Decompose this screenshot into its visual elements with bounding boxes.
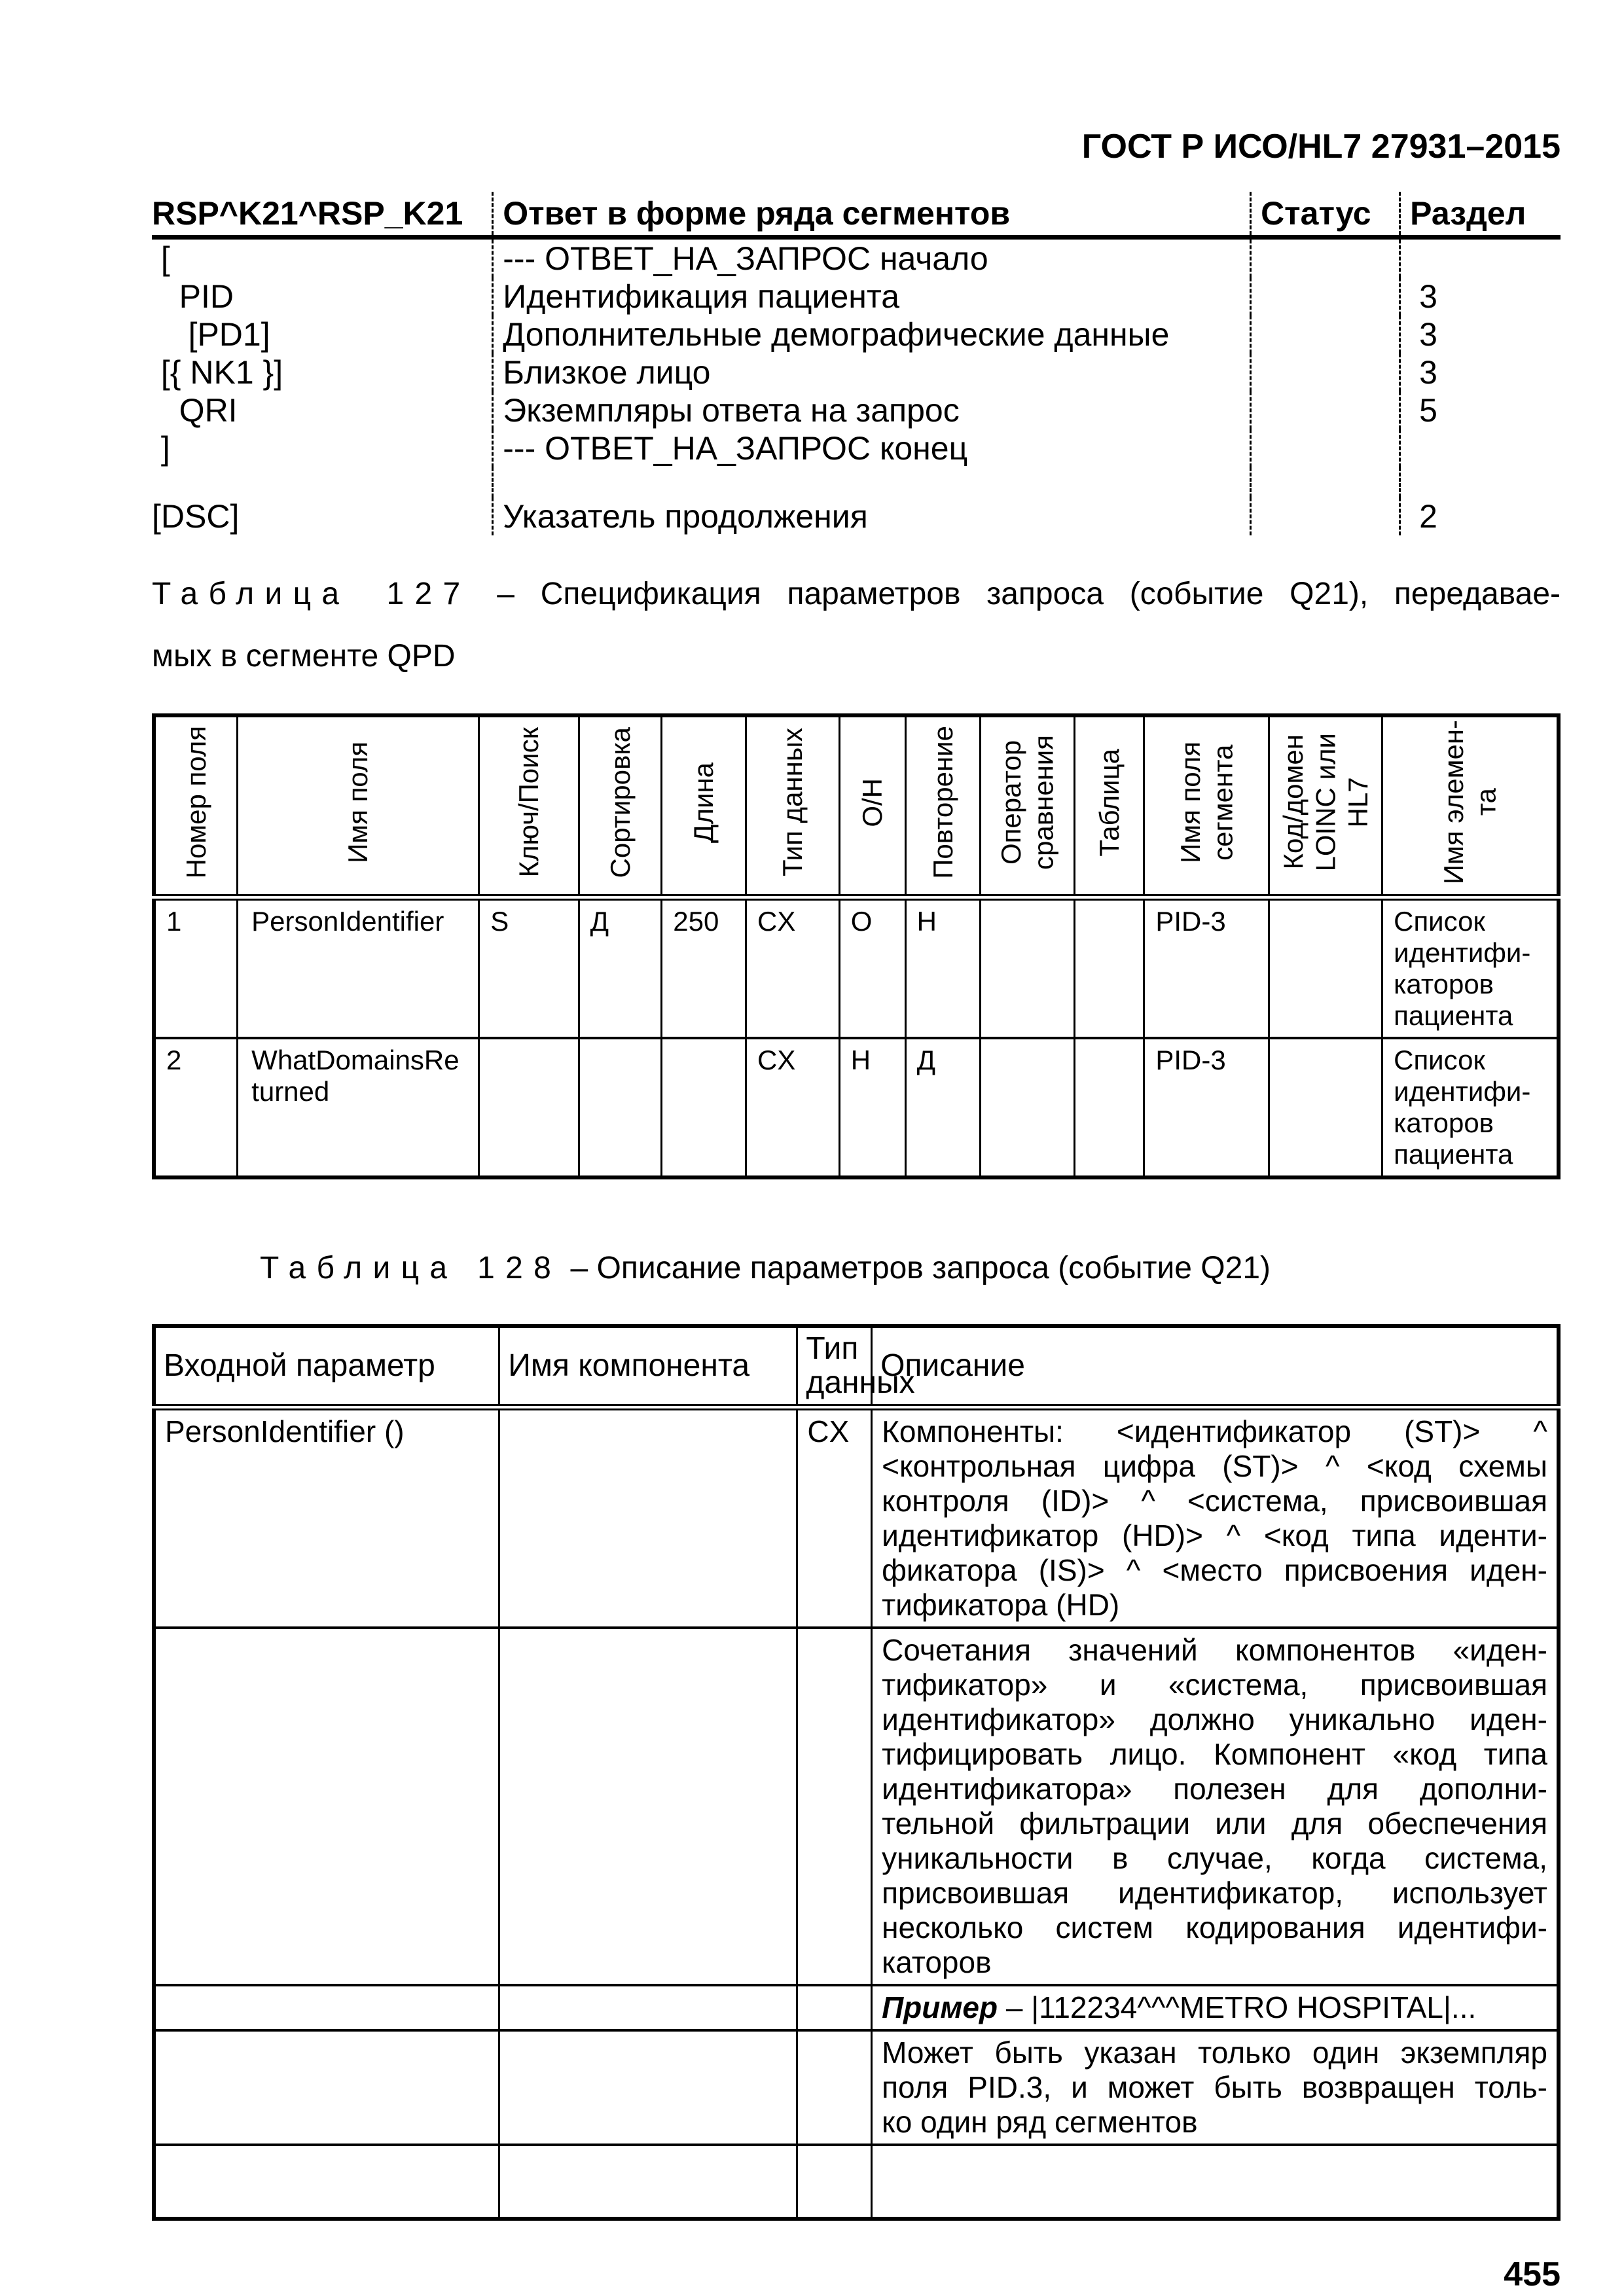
table-row-spacer <box>152 467 1561 497</box>
cell-description: --- ОТВЕТ_НА_ЗАПРОС конец <box>493 429 1251 467</box>
col-code-domain <box>1269 715 1382 897</box>
col-structure: RSP^K21^RSP_K21 <box>152 192 493 238</box>
cell-table <box>1075 1038 1144 1177</box>
cell-structure: [{ NK1 }] <box>152 354 283 391</box>
table-header-row <box>154 1326 1559 1407</box>
caption-text: Описание параметров запроса (событие Q21) <box>596 1251 1271 1285</box>
table-header-row <box>154 715 1559 897</box>
cell-length <box>662 1038 746 1177</box>
col-field-name <box>238 715 479 897</box>
cell-sort <box>579 1038 662 1177</box>
cell-data-type: CX <box>746 1038 840 1177</box>
col-segment-field-name <box>1144 715 1269 897</box>
col-input-parameter: Входной параметр <box>154 1326 499 1407</box>
cell-code-domain <box>1269 1038 1382 1177</box>
caption-line <box>152 563 1561 625</box>
cell-data-type <box>797 2145 872 2219</box>
cell-comparison-operator <box>981 897 1075 1038</box>
rotated-header-label: Ключ/Поиск <box>513 727 545 878</box>
cell-structure: ] <box>152 430 170 467</box>
standard-designation: ГОСТ Р ИСО/HL7 27931–2015 <box>1081 128 1561 166</box>
table-127-query-parameter-specification <box>152 713 1561 1179</box>
cell-description <box>872 2145 1559 2219</box>
table-row <box>154 1407 1559 1628</box>
cell-data-type: CX <box>797 1407 872 1628</box>
cell-structure: QRI <box>152 392 238 429</box>
table-128-query-parameter-description <box>152 1324 1561 2221</box>
cell-description: Экземпляры ответа на запрос <box>493 391 1251 429</box>
table-127-caption <box>152 563 1561 687</box>
cell-status <box>1251 278 1400 315</box>
cell-section <box>1400 238 1561 278</box>
cell-key-search <box>479 1038 579 1177</box>
rotated-header-label: Номер поля <box>180 726 211 879</box>
cell-table <box>1075 897 1144 1038</box>
table-row <box>152 391 1561 429</box>
cell-section: 3 <box>1400 353 1561 391</box>
example-text: – |112234^^^METRO HOSPITAL|... <box>998 1990 1477 2024</box>
cell-status <box>1251 467 1400 497</box>
table-row <box>154 1628 1559 1985</box>
cell-repetition: Д <box>905 1038 981 1177</box>
cell-sort: Д <box>579 897 662 1038</box>
cell-description: Может быть указан только один экземпляр поля PID.3, и может быть возвращен толь- ко один ряд сегментов <box>872 2030 1559 2145</box>
cell-length: 250 <box>662 897 746 1038</box>
cell-element-name: Список идентифи- каторов пациента <box>1382 1038 1559 1177</box>
cell-input-parameter <box>154 1628 499 1985</box>
cell-description <box>493 467 1251 497</box>
col-status: Статус <box>1251 192 1400 238</box>
cell-description-example <box>872 1985 1559 2030</box>
cell-description: Компоненты: <идентификатор (ST)> ^ <контрольная цифра (ST)> ^ <код схемы контроля (ID)> ^ <система, присвоившая идентификатор (HD)> ^ <код типа иденти- фикатора (IS)> ^ <место присвоения иден- тификатора (HD) <box>872 1407 1559 1628</box>
cell-structure: [ <box>152 240 170 277</box>
cell-required-optional: Н <box>839 1038 905 1177</box>
table-row <box>152 497 1561 535</box>
table-row-empty <box>154 2145 1559 2219</box>
table-row <box>152 315 1561 353</box>
cell-input-parameter <box>154 2145 499 2219</box>
cell-component-name <box>499 2145 797 2219</box>
cell-data-type <box>797 1628 872 1985</box>
table-row <box>152 238 1561 278</box>
cell-input-parameter <box>154 2030 499 2145</box>
cell-status <box>1251 315 1400 353</box>
cell-structure <box>152 467 493 497</box>
table-row <box>152 353 1561 391</box>
cell-description: Дополнительные демографические данные <box>493 315 1251 353</box>
segment-structure-table <box>152 192 1561 535</box>
cell-data-type <box>797 2030 872 2145</box>
rotated-header-label: Оператор сравнения <box>996 735 1059 870</box>
rotated-header-label: О/Н <box>856 778 888 827</box>
table-row <box>152 278 1561 315</box>
caption-dash: – <box>570 1251 588 1285</box>
col-required-optional <box>839 715 905 897</box>
table-row <box>154 1038 1559 1177</box>
cell-description: Сочетания значений компонентов «иден- тификатор» и «система, присвоившая идентификатор» должно уникально иден- тифицировать лицо. Компонент «код типа идентификатора» полезен для дополни- тельной фильтрации или для обеспечения уникальности в случае, когда система, присвоившая идентификатор, использует несколько систем кодирования идентифи- каторов <box>872 1628 1559 1985</box>
table-header-row <box>152 192 1561 238</box>
col-data-type <box>746 715 840 897</box>
rotated-header-label: Таблица <box>1093 748 1125 857</box>
cell-component-name <box>499 1985 797 2030</box>
cell-section: 3 <box>1400 278 1561 315</box>
cell-component-name <box>499 2030 797 2145</box>
col-data-type: Тип данных <box>797 1326 872 1407</box>
rotated-header-label: Тип данных <box>777 728 808 877</box>
rotated-header-label: Длина <box>688 762 719 843</box>
rotated-header-label: Имя поля сегмента <box>1174 742 1238 863</box>
cell-status <box>1251 429 1400 467</box>
col-field-number <box>154 715 238 897</box>
cell-key-search: S <box>479 897 579 1038</box>
cell-element-name: Список идентифи- каторов пациента <box>1382 897 1559 1038</box>
page-content <box>152 0 1561 2294</box>
cell-comparison-operator <box>981 1038 1075 1177</box>
table-128-caption <box>152 1237 1561 1299</box>
cell-data-type <box>797 1985 872 2030</box>
cell-structure: [DSC] <box>152 498 240 535</box>
cell-description: Близкое лицо <box>493 353 1251 391</box>
page-number: 455 <box>1504 2255 1561 2293</box>
table-row <box>154 2030 1559 2145</box>
cell-section: 2 <box>1400 497 1561 535</box>
caption-line: мых в сегменте QPD <box>152 639 456 673</box>
cell-description: Указатель продолжения <box>493 497 1251 535</box>
cell-status <box>1251 391 1400 429</box>
cell-field-name: WhatDomainsRe turned <box>238 1038 479 1177</box>
col-key-search <box>479 715 579 897</box>
cell-input-parameter: PersonIdentifier () <box>154 1407 499 1628</box>
cell-structure: PID <box>152 278 234 315</box>
cell-component-name <box>499 1628 797 1985</box>
col-table <box>1075 715 1144 897</box>
rotated-header-label: Имя элемен- та <box>1438 720 1502 885</box>
caption-dash: – <box>497 577 514 611</box>
cell-status <box>1251 497 1400 535</box>
rotated-header-label: Имя поля <box>342 742 374 863</box>
col-description: Описание <box>872 1326 1559 1407</box>
col-description: Ответ в форме ряда сегментов <box>493 192 1251 238</box>
rotated-header-label: Сортировка <box>604 726 636 878</box>
cell-field-number: 1 <box>154 897 238 1038</box>
cell-data-type: CX <box>746 897 840 1038</box>
cell-status <box>1251 353 1400 391</box>
rotated-header-label: Код/домен LOINC или HL7 <box>1277 733 1373 872</box>
cell-code-domain <box>1269 897 1382 1038</box>
cell-section <box>1400 467 1561 497</box>
col-element-name <box>1382 715 1559 897</box>
caption-table-number: Таблица 127 <box>152 577 471 611</box>
example-label: Пример <box>882 1990 998 2024</box>
cell-input-parameter <box>154 1985 499 2030</box>
table-row <box>154 897 1559 1038</box>
cell-description: Идентификация пациента <box>493 278 1251 315</box>
cell-status <box>1251 238 1400 278</box>
cell-description: --- ОТВЕТ_НА_ЗАПРОС начало <box>493 238 1251 278</box>
rotated-header-label: Повторение <box>927 726 958 879</box>
cell-segment-field-name: PID-3 <box>1144 897 1269 1038</box>
col-comparison-operator <box>981 715 1075 897</box>
cell-structure: [PD1] <box>152 316 270 353</box>
caption-text: Спецификация параметров запроса (событие Q21), передавае- <box>540 577 1561 611</box>
cell-component-name <box>499 1407 797 1628</box>
col-length <box>662 715 746 897</box>
cell-section <box>1400 429 1561 467</box>
cell-required-optional: О <box>839 897 905 1038</box>
table-row <box>152 429 1561 467</box>
cell-segment-field-name: PID-3 <box>1144 1038 1269 1177</box>
col-repetition <box>905 715 981 897</box>
cell-field-name: PersonIdentifier <box>238 897 479 1038</box>
caption-table-number: Таблица 128 <box>260 1251 562 1285</box>
cell-section: 5 <box>1400 391 1561 429</box>
col-component-name: Имя компонента <box>499 1326 797 1407</box>
col-section: Раздел <box>1400 192 1561 238</box>
cell-repetition: Н <box>905 897 981 1038</box>
table-row-example <box>154 1985 1559 2030</box>
cell-section: 3 <box>1400 315 1561 353</box>
cell-field-number: 2 <box>154 1038 238 1177</box>
col-sort <box>579 715 662 897</box>
